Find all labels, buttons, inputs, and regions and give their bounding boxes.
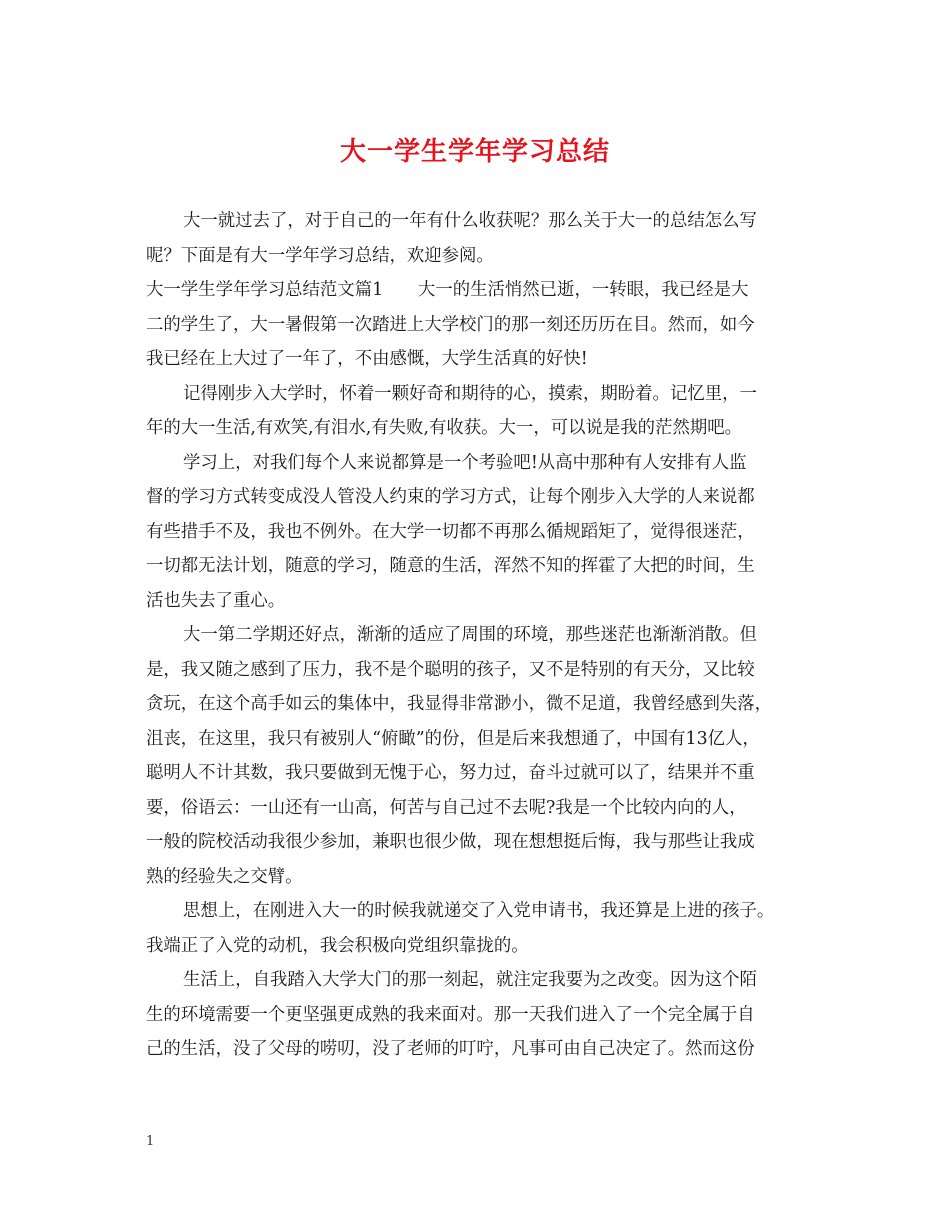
text-line: 沮丧，在这里，我只有被别人“俯瞰”的份，但是后来我想通了，中国有13亿人， — [146, 728, 760, 749]
text-line: 督的学习方式转变成没人管没人约束的学习方式，让每个刚步入大学的人来说都 — [146, 487, 755, 507]
page-number: 1 — [146, 1134, 155, 1149]
text-line: 聪明人不计其数，我只要做到无愧于心，努力过，奋斗过就可以了，结果并不重 — [146, 763, 755, 783]
text-line: 大一第二学期还好点，渐渐的适应了周围的环境，那些迷茫也渐渐消散。但 — [183, 625, 757, 645]
text-line: 是，我又随之感到了压力，我不是个聪明的孩子，又不是特别的有天分，又比较 — [146, 659, 755, 680]
text-line: 年的大一生活,有欢笑,有泪水,有失败,有收获。大一，可以说是我的茫然期吧。 — [146, 418, 743, 438]
text-line: 熟的经验失之交臂。 — [146, 866, 303, 887]
text-line: 记得刚步入大学时，怀着一颗好奇和期待的心，摸索，期盼着。记忆里，一 — [183, 383, 757, 404]
text-line: 生活上，自我踏入大学大门的那一刻起，就注定我要为之改变。因为这个陌 — [183, 970, 757, 990]
document-title: 大一学生学年学习总结 — [339, 137, 610, 167]
text-line: 活也失去了重心。 — [146, 590, 286, 611]
text-line: 一般的院校活动我很少参加，兼职也很少做，现在想想挺后悔，我与那些让我成 — [146, 832, 755, 852]
text-line: 大一学生学年学习总结范文篇1 大一的生活悄然已逝，一转眼，我已经是大 — [146, 280, 749, 300]
text-line: 贪玩，在这个高手如云的集体中，我显得非常渺小，微不足道，我曾经感到失落， — [146, 694, 773, 714]
text-line: 有些措手不及，我也不例外。在大学一切都不再那么循规蹈矩了，觉得很迷茫， — [146, 521, 755, 542]
document-body — [146, 204, 822, 1067]
text-line: 学习上，对我们每个人来说都算是一个考验吧!从高中那种有人安排有人监 — [183, 452, 747, 473]
text-line: 生的环境需要一个更坚强更成熟的我来面对。那一天我们进入了一个完全属于自 — [146, 1004, 755, 1025]
text-line: 我端正了入党的动机，我会积极向党组织靠拢的。 — [146, 935, 529, 956]
text-line: 一切都无法计划，随意的学习，随意的生活，浑然不知的挥霍了大把的时间，生 — [146, 556, 755, 576]
text-line: 思想上，在刚进入大一的时候我就递交了入党申请书，我还算是上进的孩子。 — [183, 901, 775, 921]
text-line: 大一就过去了，对于自己的一年有什么收获呢？那么关于大一的总结怎么写 — [183, 211, 757, 231]
text-line: 要，俗语云：一山还有一山高，何苦与自己过不去呢?我是一个比较内向的人， — [146, 797, 747, 818]
text-line: 己的生活，没了父母的唠叨，没了老师的叮咛，凡事可由自己决定了。然而这份 — [146, 1039, 755, 1059]
text-line: 二的学生了，大一暑假第一次踏进上大学校门的那一刻还历历在目。然而，如今 — [146, 314, 755, 335]
text-line: 呢？下面是有大一学年学习总结，欢迎参阅。 — [146, 245, 494, 266]
text-line: 我已经在上大过了一年了，不由感慨，大学生活真的好快! — [146, 349, 588, 369]
